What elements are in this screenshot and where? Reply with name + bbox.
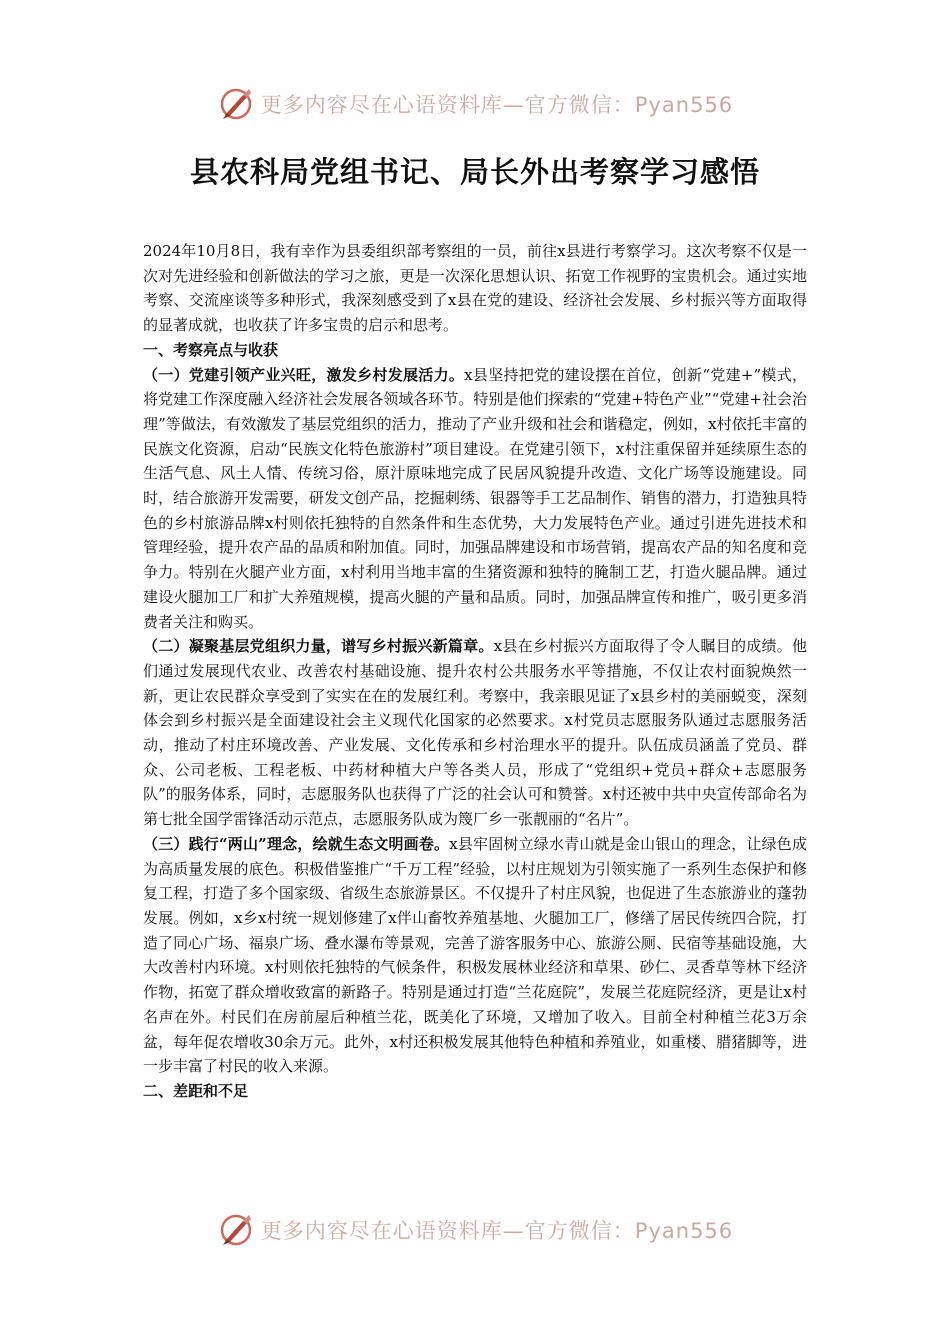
header-banner [0,84,950,124]
subsection-3-lead: （三）践行“两山”理念，绘就生态文明画卷。 [143,834,450,853]
subsection-1 [143,363,807,635]
subsection-2 [143,634,807,832]
banner-text: 更多内容尽在心语资料库—官方微信：Pyan556 [260,1219,734,1243]
subsection-1-lead: （一）党建引领产业兴旺，激发乡村发展活力。 [143,365,465,384]
subsection-3-body: x县牢固树立绿水青山就是金山银山的理念，让绿色成为高质量发展的底色。积极借鉴推广“千万工程”经验，以村庄规划为引领实施了一系列生态保护和修复工程，打造了多个国家级、省级生态旅游景区。不仅提升了村庄风貌，也促进了生态旅游业的蓬勃发展。例如，x乡x村统一规划修建了x伴山畜牧养殖基地、火腿加工厂，修缮了居民传统四合院，打造了同心广场、福泉广场、叠水瀑布等景观，完善了游客服务中心、旅游公厕、民宿等基础设施，大大改善村内环境。x村则依托独特的气候条件，积极发展林业经济和草果、砂仁、灵香草等林下经济作物，拓宽了群众增收致富的新路子。特别是通过打造“兰花庭院”，发展兰花庭院经济，更是让x村名声在外。村民们在房前屋后种植兰花，既美化了环境，又增加了收入。目前全村种植兰花3万余盆，每年促农增收30余万元。此外，x村还积极发展其他特色种植和养殖业，如重楼、腊猪脚等，进一步丰富了村民的收入来源。 [143,834,807,1076]
pen-logo-icon [217,85,255,123]
subsection-1-body: x县坚持把党的建设摆在首位，创新“党建+”模式，将党建工作深度融入经济社会发展各领域各环节。特别是他们探索的“党建+特色产业”“党建+社会治理”等做法，有效激发了基层党组织的活力，推动了产业升级和社会和谐稳定，例如，x村依托丰富的民族文化资源，启动“民族文化特色旅游村”项目建设。在党建引领下，x村注重保留并延续原生态的生活气息、风土人情、传统习俗，原汁原味地完成了民居风貌提升改造、文化广场等设施建设。同时，结合旅游开发需要，研发文创产品，挖掘刺绣、银器等手工艺品制作、销售的潜力，打造独具特色的乡村旅游品牌x村则依托独特的自然条件和生态优势，大力发展特色产业。通过引进先进技术和管理经验，提升农产品的品质和附加值。同时，加强品牌建设和市场营销，提高农产品的知名度和竞争力。特别在火腿产业方面，x村利用当地丰富的生猪资源和独特的腌制工艺，打造火腿品牌。通过建设火腿加工厂和扩大养殖规模，提高火腿的产量和品质。同时，加强品牌宣传和推广，吸引更多消费者关注和购买。 [143,365,807,631]
pen-logo-icon [217,1211,255,1249]
subsection-2-body: x县在乡村振兴方面取得了令人瞩目的成绩。他们通过发展现代农业、改善农村基础设施、提升农村公共服务水平等措施，不仅让农村面貌焕然一新，更让农民群众享受到了实实在在的发展红利。考察中，我亲眼见证了x县乡村的美丽蜕变，深刻体会到乡村振兴是全面建设社会主义现代化国家的必然要求。x村党员志愿服务队通过志愿服务活动，推动了村庄环境改善、产业发展、文化传承和乡村治理水平的提升。队伍成员涵盖了党员、群众、公司老板、工程老板、中药材种植大户等各类人员，形成了“党组织+党员+群众+志愿服务队”的服务体系，同时，志愿服务队也获得了广泛的社会认可和赞誉。x村还被中共中央宣传部命名为第七批全国学雷锋活动示范点，志愿服务队成为篾厂乡一张靓丽的“名片”。 [143,637,807,829]
section-heading-2: 二、差距和不足 [143,1081,249,1100]
intro-paragraph: 2024年10月8日，我有幸作为县委组织部考察组的一员，前往x县进行考察学习。这次考察不仅是一次对先进经验和创新做法的学习之旅，更是一次深化思想认识、拓宽工作视野的宝贵机会。通过实地考察、交流座谈等多种形式，我深刻感受到了x县在党的建设、经济社会发展、乡村振兴等方面取得的显著成就，也收获了许多宝贵的启示和思考。 [143,242,807,335]
subsection-3 [143,832,807,1079]
footer-banner [0,1210,950,1250]
document-body [143,239,807,1104]
subsection-2-lead: （二）凝聚基层党组织力量，谱写乡村振兴新篇章。 [143,637,494,656]
section-heading-1: 一、考察亮点与收获 [143,340,279,359]
banner-text: 更多内容尽在心语资料库—官方微信：Pyan556 [260,93,734,117]
document-title: 县农科局党组书记、局长外出考察学习感悟 [189,155,760,189]
